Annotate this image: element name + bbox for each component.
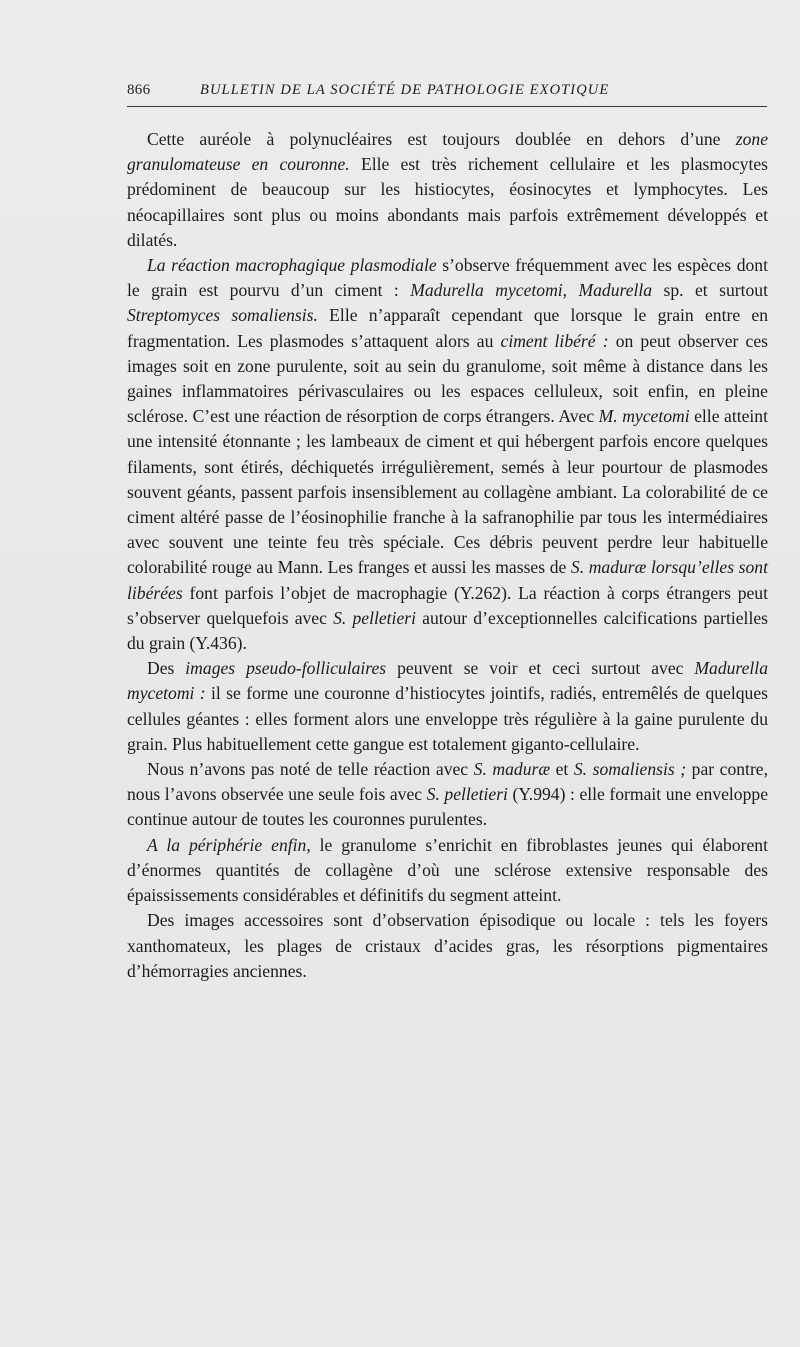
italic-text-run: Madurella mycetomi : xyxy=(127,658,768,704)
italic-text-run: images pseudo-folliculaires xyxy=(185,658,387,679)
paragraph xyxy=(127,833,768,909)
paragraph xyxy=(127,656,768,757)
text-run: peuvent se voir et ceci surtout avec xyxy=(386,658,695,679)
text-run: Elle est très richement cellulaire et les plasmocytes prédominent de beaucoup sur les histiocytes, éosinocytes et lymphocytes. Les néocapillaires sont plus ou moins abondants mais parfois extrêmement développés et dilatés. xyxy=(127,154,769,250)
italic-text-run: A la périphérie enfin, xyxy=(147,834,311,855)
text-run: elle atteint une intensité étonnante ; les lambeaux de ciment et qui hébergent parfois encore quelques filaments, sont étirés, déchiquetés irrégulièrement, semés à leur pourtour de plasmodes souvent géants, passent parfois insensiblement au collagène ambiant. La colorabilité de ce ciment altéré passe de l’éosinophilie franche à la safranophilie par tous les intermédiaires avec souvent une teinte feu très spéciale. Ces débris peuvent perdre leur habituelle colorabilité rouge au Mann. Les franges et aussi les masses de xyxy=(127,406,768,578)
italic-text-run: zone granulomateuse en couronne. xyxy=(127,129,768,175)
text-run: on peut observer ces images soit en zone purulente, soit au sein du granulome, soit même à distance dans les gaines inflammatoires périvasculaires ou les espaces celluleux, soit enfin, en pleine sclérose. C’est une réaction de résorption de corps étrangers. Avec xyxy=(127,330,768,427)
text-run: autour d’exceptionnelles calcifications partielles du grain (Y.436). xyxy=(127,607,768,654)
text-run: Cette auréole à polynucléaires est toujours doublée en dehors d’une xyxy=(147,129,736,149)
text-run: par contre, nous l’avons observée une seule fois avec xyxy=(127,759,769,805)
text-run: Nous n’avons pas noté de telle réaction avec xyxy=(147,759,474,780)
text-run: s’observe fréquemment avec les espèces dont le grain est pourvu d’un ciment : xyxy=(127,255,768,301)
paragraph xyxy=(127,908,768,984)
italic-text-run: S. maduræ xyxy=(473,759,551,780)
italic-text-run: S. pelletieri xyxy=(426,784,508,805)
article-body xyxy=(127,127,768,984)
paragraph xyxy=(127,127,768,253)
italic-text-run: La réaction macrophagique plasmodiale xyxy=(147,255,437,276)
italic-text-run: ciment libéré : xyxy=(500,330,609,351)
italic-text-run: Streptomyces somaliensis. xyxy=(127,305,318,326)
text-run: (Y.994) : elle formait une enveloppe continue autour de toutes les couronnes purulentes. xyxy=(127,784,769,830)
italic-text-run: S. pelletieri xyxy=(333,607,416,628)
running-title: BULLETIN DE LA SOCIÉTÉ DE PATHOLOGIE EXOTIQUE xyxy=(200,82,610,98)
text-run: sp. et surtout xyxy=(652,280,768,301)
paragraph xyxy=(127,757,768,833)
italic-text-run: S. maduræ lorsqu’elles sont libérées xyxy=(127,557,768,603)
text-run: il se forme une couronne d’histiocytes jointifs, radiés, entremêlés de quelques cellules géantes : elles forment alors une enveloppe très régulière à la gaine purulente du grain. Plus habituellement cette gangue est totalement giganto-cellulaire. xyxy=(127,683,768,754)
text-run: Des xyxy=(147,658,186,679)
text-run: font parfois l’objet de macrophagie (Y.262). La réaction à corps étrangers peut s’observer quelquefois avec xyxy=(127,582,768,628)
text-run: Elle n’apparaît cependant que lorsque le grain entre en fragmentation. Les plasmodes s’attaquent alors au xyxy=(127,305,768,351)
italic-text-run: Madurella mycetomi, Madurella xyxy=(410,280,653,301)
running-header xyxy=(127,80,767,107)
italic-text-run: S. somaliensis ; xyxy=(573,759,687,780)
text-run: le granulome s’enrichit en fibroblastes jeunes qui élaborent d’énormes quantités de collagène d’où une sclérose extensive responsable des épaississements considérables et définitifs du segment atteint. xyxy=(127,834,768,906)
page-number: 866 xyxy=(127,82,151,98)
italic-text-run: M. mycetomi xyxy=(598,406,690,427)
paragraph xyxy=(127,253,768,656)
text-run: Des images accessoires sont d’observation épisodique ou locale : tels les foyers xanthomateux, les plages de cristaux d’acides gras, les résorptions pigmentaires d’hémorragies anciennes. xyxy=(127,910,768,981)
text-run: et xyxy=(550,759,574,780)
